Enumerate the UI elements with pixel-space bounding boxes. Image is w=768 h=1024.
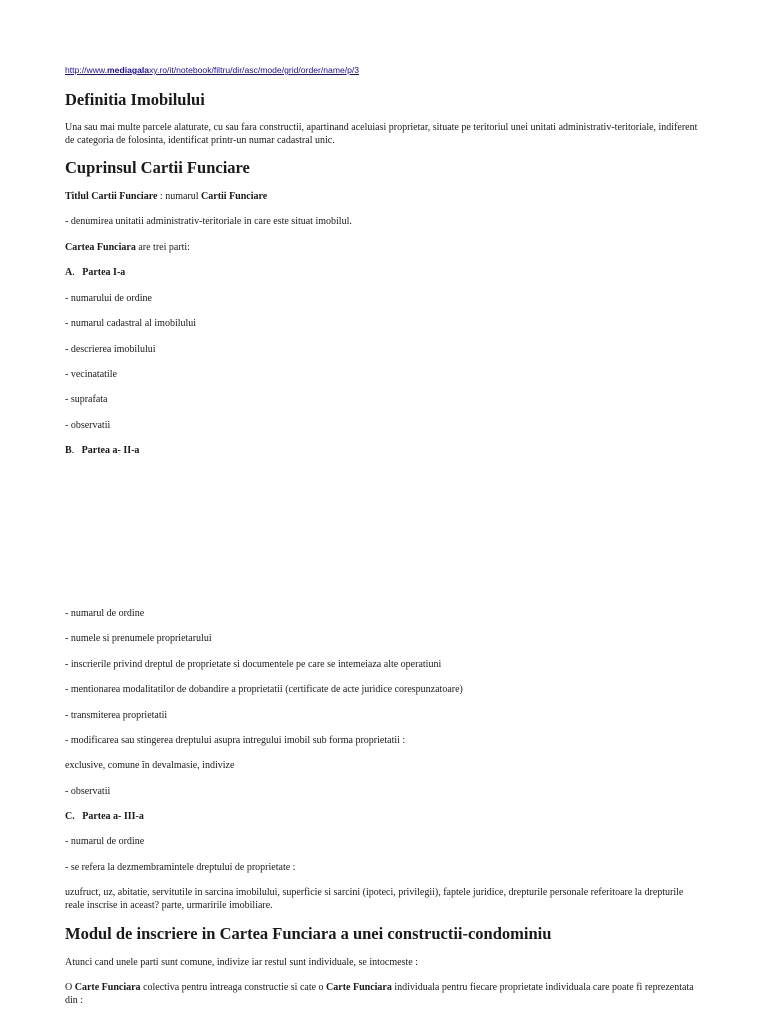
o-bold-1: Carte Funciara [74, 982, 141, 993]
trei-label: Cartea Funciara [65, 242, 136, 253]
trei-rest: are trei parti: [135, 242, 190, 253]
carte-funciara-paragraph [65, 982, 705, 1007]
heading-modul: Modul de inscriere in Cartea Funciara a unei constructii-condominiu [65, 924, 552, 943]
list-item: - se refera la dezmembramintele dreptului de proprietate : [65, 862, 296, 873]
source-link[interactable] [65, 65, 359, 75]
partea-a-title: Partea I-a [82, 267, 126, 278]
atunci-line: Atunci cand unele parti sunt comune, indivize iar restul sunt individuale, se intocmeste : [65, 957, 418, 968]
partea-c-heading [65, 811, 144, 824]
o-suffix: individuala pentru fiecare proprietate individuala care poate fi reprezentata din : [65, 982, 694, 1006]
list-item: - modificarea sau stingerea dreptului asupra intregului imobil sub forma proprietatii : [65, 735, 406, 746]
denumirea-line: - denumirea unitatii administrativ-teritoriale in care este situat imobilul. [65, 216, 352, 227]
list-item: - suprafata [65, 394, 108, 405]
partea-b-title: Partea a- II-a [81, 445, 140, 456]
list-item: exclusive, comune în devalmasie, indivize [65, 760, 235, 771]
definition-paragraph: Una sau mai multe parcele alaturate, cu sau fara constructii, apartinand aceluiasi proprietar, situate pe teritoriul unei unitati administrativ-teritoriale, indiferent de categoria de folosinta, identificat printr-un numar cadastral unic. [65, 122, 698, 146]
partea-a-letter: A [65, 267, 73, 278]
list-item: - transmiterea proprietatii [65, 710, 168, 721]
heading-definitia: Definitia Imobilului [65, 90, 205, 109]
list-item: - mentionarea modalitatilor de dobandire a proprietatii (certificate de acte juridice corespunzatoare) [65, 684, 463, 695]
list-item: - vecinatatile [65, 369, 117, 380]
titlu-line [65, 191, 267, 204]
titlu-value: Cartii Funciare [201, 191, 268, 202]
o-prefix: O [65, 982, 75, 993]
link-prefix: http://www. [65, 65, 108, 75]
list-item: - numele si prenumele proprietarului [65, 633, 212, 644]
list-item: - observatii [65, 420, 111, 431]
titlu-label: Titlul Cartii Funciare [65, 191, 158, 202]
titlu-mid: : numarul [157, 191, 202, 202]
heading-cuprinsul: Cuprinsul Cartii Funciare [65, 158, 250, 177]
partea-c-paragraph: uzufruct, uz, abitatie, servitutile in sarcina imobilului, superficie si sarcini (ipoteci, privilegii), faptele juridice, drepturile personale referitoare la drepturile reale inscrise in aceast? parte, urmaririle imobiliare. [65, 887, 684, 911]
list-item: - numarul de ordine [65, 836, 145, 847]
list-item: - numarul de ordine [65, 608, 145, 619]
list-item: - numarul cadastral al imobilului [65, 318, 197, 329]
partea-a-heading: A. Partea I-a [65, 267, 126, 278]
link-domain-bold: mediagala [107, 65, 150, 75]
list-item: - descrierea imobilului [65, 344, 156, 355]
list-item: - observatii [65, 786, 111, 797]
list-item: - numarului de ordine [65, 293, 152, 304]
partea-b-letter: B [65, 445, 72, 456]
o-mid: colectiva pentru intreaga constructie si cate o [140, 982, 327, 993]
partea-c-letter: C. [65, 811, 75, 822]
o-bold-2: Carte Funciara [326, 982, 392, 993]
trei-parti-line [65, 242, 190, 255]
partea-c-title: Partea a- III-a [82, 811, 144, 822]
link-suffix: xy.ro/it/notebook/filtru/dir/asc/mode/grid/order/name/p/3 [149, 65, 360, 75]
list-item: - inscrierile privind dreptul de proprietate si documentele pe care se intemeiaza alte operatiuni [65, 659, 442, 670]
partea-b-heading: B. Partea a- II-a [65, 445, 140, 456]
